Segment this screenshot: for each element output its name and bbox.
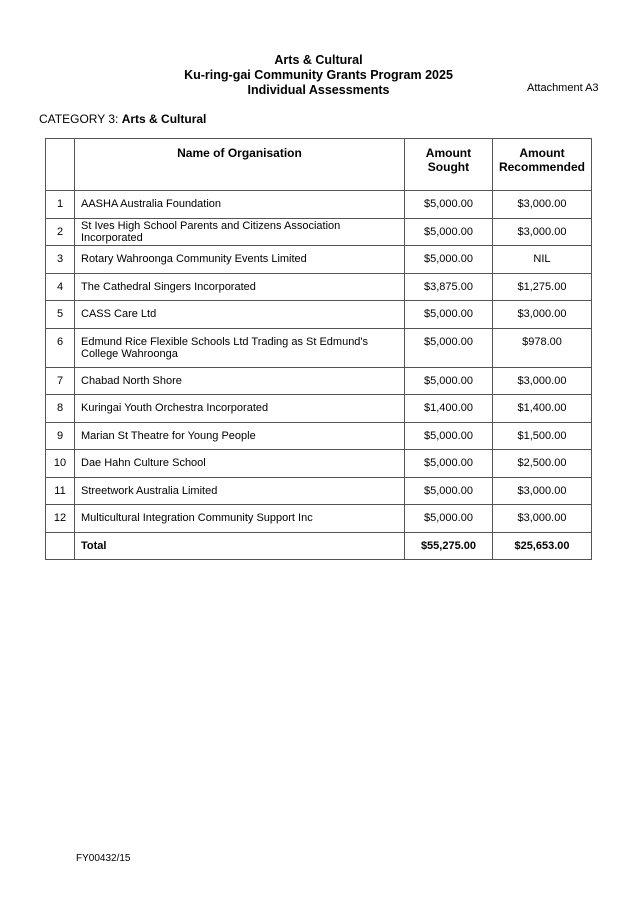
row-number: 9 — [46, 422, 75, 450]
attachment-label: Attachment A3 — [527, 82, 599, 94]
row-amount-recommended: $1,275.00 — [492, 273, 591, 301]
table-row — [46, 218, 592, 246]
row-amount-sought: $5,000.00 — [404, 246, 492, 274]
row-amount-sought: $5,000.00 — [404, 301, 492, 329]
table-total-row — [46, 532, 592, 560]
table-row — [46, 367, 592, 395]
table-row — [46, 273, 592, 301]
document-reference: FY00432/15 — [76, 853, 131, 864]
table-row — [46, 246, 592, 274]
row-amount-recommended: $978.00 — [492, 328, 591, 367]
row-organisation: The Cathedral Singers Incorporated — [75, 273, 405, 301]
row-amount-sought: $5,000.00 — [404, 218, 492, 246]
row-organisation: Marian St Theatre for Young People — [75, 422, 405, 450]
row-number: 6 — [46, 328, 75, 367]
total-number-cell — [46, 532, 75, 560]
row-amount-recommended: $3,000.00 — [492, 301, 591, 329]
row-organisation: Streetwork Australia Limited — [75, 477, 405, 505]
row-organisation: Dae Hahn Culture School — [75, 450, 405, 478]
table-row — [46, 328, 592, 367]
row-organisation: St Ives High School Parents and Citizens Association Incorporated — [75, 218, 405, 246]
row-amount-sought: $5,000.00 — [404, 450, 492, 478]
row-number: 2 — [46, 218, 75, 246]
row-amount-recommended: $3,000.00 — [492, 191, 591, 219]
total-amount-recommended: $25,653.00 — [492, 532, 591, 560]
total-label: Total — [75, 532, 405, 560]
header-number — [46, 139, 75, 191]
row-number: 8 — [46, 395, 75, 423]
category-name: Arts & Cultural — [121, 112, 207, 126]
row-organisation: AASHA Australia Foundation — [75, 191, 405, 219]
row-amount-sought: $5,000.00 — [404, 328, 492, 367]
row-amount-recommended: $3,000.00 — [492, 505, 591, 533]
row-amount-sought: $3,875.00 — [404, 273, 492, 301]
header-amount-sought: Amount Sought — [404, 139, 492, 191]
row-amount-recommended: $3,000.00 — [492, 218, 591, 246]
table-row — [46, 395, 592, 423]
row-organisation: Edmund Rice Flexible Schools Ltd Trading as St Edmund's College Wahroonga — [75, 328, 405, 367]
row-organisation: Kuringai Youth Orchestra Incorporated — [75, 395, 405, 423]
row-number: 1 — [46, 191, 75, 219]
category-heading — [39, 112, 206, 126]
title-line-1: Arts & Cultural — [274, 53, 363, 67]
grants-table — [45, 138, 592, 560]
row-organisation: Multicultural Integration Community Support Inc — [75, 505, 405, 533]
row-number: 11 — [46, 477, 75, 505]
row-amount-sought: $5,000.00 — [404, 505, 492, 533]
row-organisation: Rotary Wahroonga Community Events Limited — [75, 246, 405, 274]
row-amount-sought: $1,400.00 — [404, 395, 492, 423]
row-number: 4 — [46, 273, 75, 301]
row-amount-sought: $5,000.00 — [404, 367, 492, 395]
row-number: 3 — [46, 246, 75, 274]
row-organisation: Chabad North Shore — [75, 367, 405, 395]
header-organisation: Name of Organisation — [75, 139, 405, 191]
category-prefix: CATEGORY 3: — [39, 112, 122, 126]
total-amount-sought: $55,275.00 — [404, 532, 492, 560]
table-row — [46, 450, 592, 478]
table-row — [46, 301, 592, 329]
title-line-2: Ku-ring-gai Community Grants Program 2025 — [184, 68, 453, 82]
header-amount-recommended: Amount Recommended — [492, 139, 591, 191]
row-amount-recommended: $1,400.00 — [492, 395, 591, 423]
row-number: 12 — [46, 505, 75, 533]
table-header-row — [46, 139, 592, 191]
table-row — [46, 477, 592, 505]
table-row — [46, 191, 592, 219]
table-row — [46, 505, 592, 533]
row-number: 10 — [46, 450, 75, 478]
row-organisation: CASS Care Ltd — [75, 301, 405, 329]
row-number: 7 — [46, 367, 75, 395]
title-line-3: Individual Assessments — [247, 83, 390, 97]
table-row — [46, 422, 592, 450]
row-amount-recommended: $2,500.00 — [492, 450, 591, 478]
row-amount-sought: $5,000.00 — [404, 477, 492, 505]
row-amount-recommended: NIL — [492, 246, 591, 274]
row-amount-sought: $5,000.00 — [404, 422, 492, 450]
row-amount-sought: $5,000.00 — [404, 191, 492, 219]
row-amount-recommended: $1,500.00 — [492, 422, 591, 450]
row-amount-recommended: $3,000.00 — [492, 367, 591, 395]
row-number: 5 — [46, 301, 75, 329]
row-amount-recommended: $3,000.00 — [492, 477, 591, 505]
